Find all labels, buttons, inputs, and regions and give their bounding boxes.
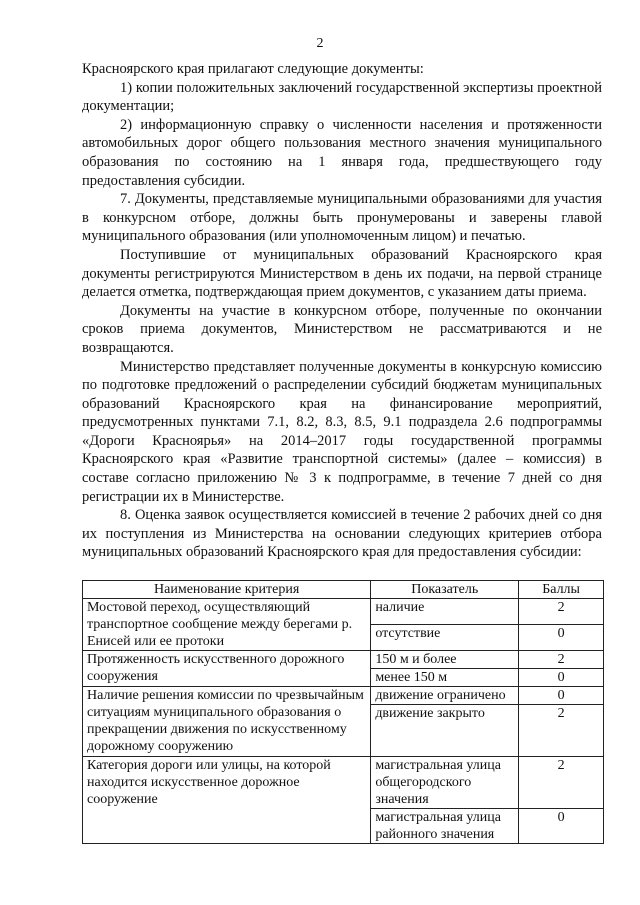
table-header-row — [83, 581, 604, 599]
paragraph: Документы на участие в конкурсном отборе, полученные по окончании сроков приема документов, Министерством не рассматриваются и не возвращаются. — [82, 302, 602, 356]
indicator-cell: менее 150 м — [371, 669, 519, 687]
table-row — [83, 651, 604, 669]
points-cell: 2 — [519, 757, 604, 809]
indicator-cell: 150 м и более — [371, 651, 519, 669]
points-cell: 2 — [519, 705, 604, 757]
points-cell: 0 — [519, 669, 604, 687]
points-cell: 2 — [519, 651, 604, 669]
points-cell: 0 — [519, 625, 604, 651]
paragraph: Поступившие от муниципальных образований Красноярского края документы регистрируются Министерством в день их подачи, на первой странице делается отметка, подтверждающая прием документов, с указанием даты приема. — [82, 246, 602, 301]
body-text — [82, 60, 602, 562]
page-number: 2 — [316, 36, 324, 51]
points-cell: 0 — [519, 687, 604, 705]
paragraph: Красноярского края прилагают следующие документы: — [82, 61, 424, 77]
paragraph: 1) копии положительных заключений государственной экспертизы проектной документации; — [82, 79, 602, 115]
table-row — [83, 687, 604, 705]
paragraph: Министерство представляет полученные документы в конкурсную комиссию по подготовке предложений о распределении субсидий бюджетам муниципальных образований Красноярского края на финансирование мероприятий, предусмотренных пунктами 7.1, 8.2, 8.3, 8.5, 9.1 подраздела 2.6 подпрограммы «Дороги Красноярья» на 2014–2017 годы государственной программы Красноярского края «Развитие транспортной системы» (далее – комиссия) в составе согласно приложению № 3 к подпрограмме, в течение 7 дней со дня регистрации их в Министерстве. — [82, 358, 602, 505]
header-indicator: Показатель — [371, 581, 519, 599]
indicator-cell: наличие — [371, 599, 519, 625]
points-cell: 0 — [519, 809, 604, 844]
table-row — [83, 757, 604, 809]
indicator-cell: движение ограничено — [371, 687, 519, 705]
indicator-cell: движение закрыто — [371, 705, 519, 757]
paragraph: 7. Документы, представляемые муниципальными образованиями для участия в конкурсном отборе, должны быть пронумерованы и заверены главой муниципального образования (или уполномоченным лицом) и печатью. — [82, 191, 602, 245]
table-row — [83, 599, 604, 625]
indicator-cell: магистральная улица общегородского значения — [371, 757, 519, 809]
criterion-cell: Протяженность искусственного дорожного сооружения — [83, 651, 371, 687]
criterion-cell: Категория дороги или улицы, на которой находится искусственное дорожное сооружение — [83, 757, 371, 844]
criterion-cell: Мостовой переход, осуществляющий транспортное сообщение между берегами р. Енисей или ее протоки — [83, 599, 371, 651]
criteria-table — [82, 580, 604, 844]
header-points: Баллы — [519, 581, 604, 599]
indicator-cell: магистральная улица районного значения — [371, 809, 519, 844]
indicator-cell: отсутствие — [371, 625, 519, 651]
header-criterion: Наименование критерия — [83, 581, 371, 599]
paragraph: 8. Оценка заявок осуществляется комиссией в течение 2 рабочих дней со дня их поступления из Министерства на основании следующих критериев отбора муниципальных образований Красноярского края для предоставления субсидии: — [82, 507, 602, 561]
points-cell: 2 — [519, 599, 604, 625]
criterion-cell: Наличие решения комиссии по чрезвычайным ситуациям муниципального образования о прекращении движения по искусственному дорожному сооружению — [83, 687, 371, 757]
paragraph: 2) информационную справку о численности населения и протяженности автомобильных дорог общего пользования местного значения муниципального образования по состоянию на 1 января года, предшествующего году предоставления субсидии. — [82, 116, 602, 189]
